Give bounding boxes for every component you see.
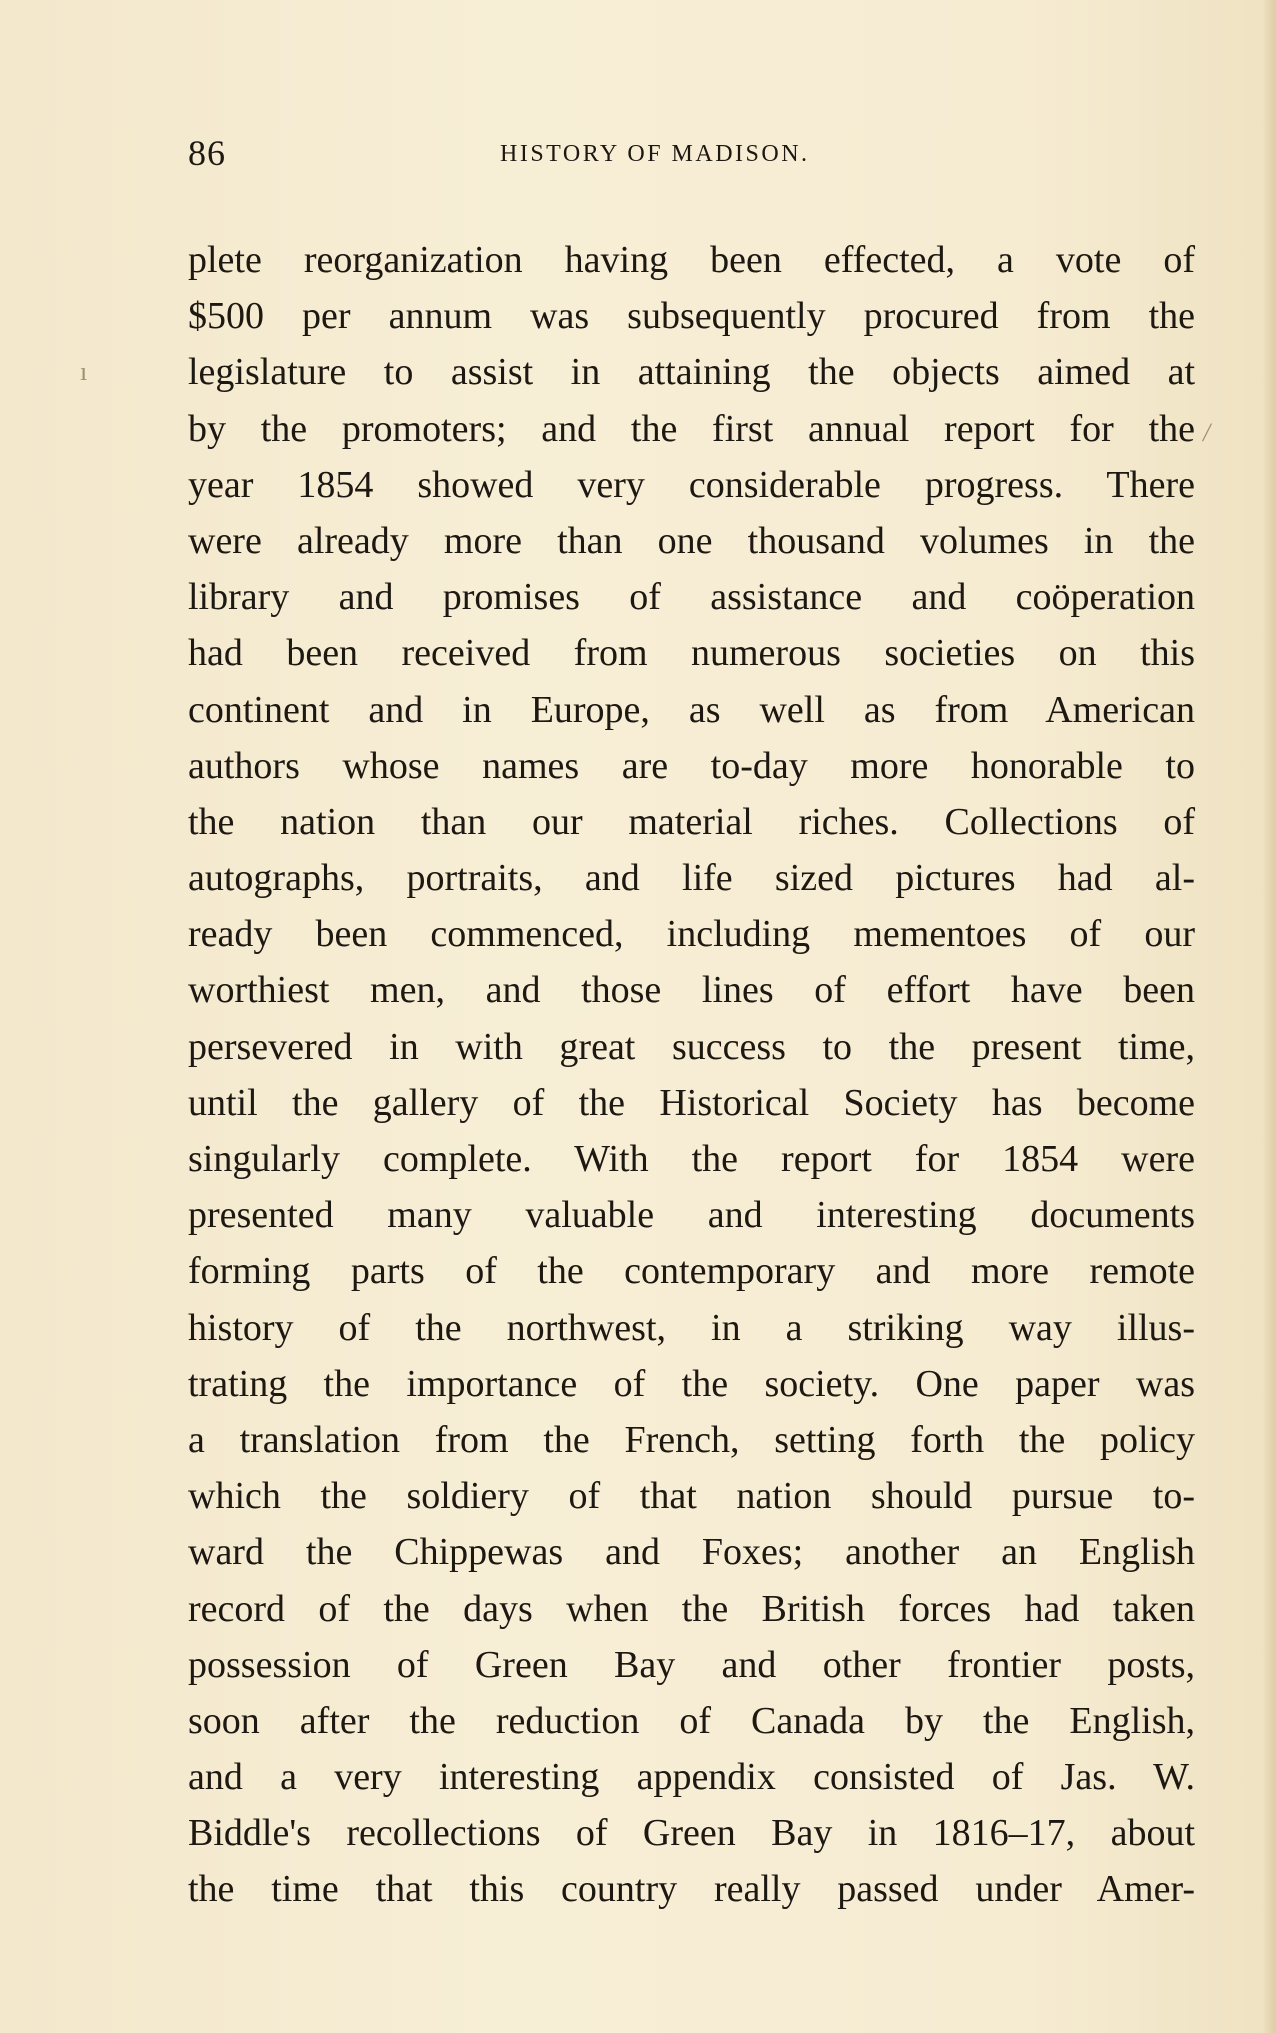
text-line: forming parts of the contemporary and more remote [188,1250,1195,1293]
text-line: Biddle's recollections of Green Bay in 1816–17, about [188,1812,1195,1855]
text-line: by the promoters; and the first annual report for the [188,407,1195,450]
text-line: plete reorganization having been effected, a vote of [188,239,1195,281]
text-line: history of the northwest, in a striking way illus- [188,1306,1195,1349]
text-line: until the gallery of the Historical Society has become [188,1081,1195,1124]
text-line: presented many valuable and interesting documents [188,1194,1195,1237]
text-line: were already more than one thousand volumes in the [188,519,1195,562]
text-line: a translation from the French, setting forth the policy [188,1418,1195,1461]
text-line: authors whose names are to-day more honorable to [188,744,1195,787]
page-number: 86 [188,133,226,173]
text-line: continent and in Europe, as well as from American [188,688,1195,731]
text-line: singularly complete. With the report for 1854 were [188,1138,1195,1180]
text-line: and a very interesting appendix consisted of Jas. W. [188,1756,1195,1799]
page-edge-shadow [1262,0,1276,2033]
text-line: possession of Green Bay and other frontier posts, [188,1643,1195,1686]
text-line: library and promises of assistance and coöperation [188,576,1195,619]
text-line: $500 per annum was subsequently procured from the [188,295,1195,338]
text-line: which the soldiery of that nation should pursue to- [188,1475,1195,1518]
text-line: worthiest men, and those lines of effort have been [188,969,1195,1012]
text-line: had been received from numerous societies on this [188,632,1195,675]
text-line: ward the Chippewas and Foxes; another an English [188,1531,1195,1574]
text-line: soon after the reduction of Canada by the English, [188,1699,1195,1742]
text-line: record of the days when the British forces had taken [188,1587,1195,1630]
running-title: HISTORY OF MADISON. [500,141,810,167]
margin-mark-right: / [1203,418,1211,447]
text-line: ready been commenced, including mementoes of our [188,913,1195,956]
text-line: autographs, portraits, and life sized pictures had al- [188,857,1195,900]
text-line: legislature to assist in attaining the objects aimed at [188,351,1195,394]
text-line: the time that this country really passed under Amer- [188,1868,1195,1911]
text-line: year 1854 showed very considerable progress. There [188,463,1195,506]
margin-mark-left: ı [80,357,88,386]
text-line: persevered in with great success to the present time, [188,1025,1195,1068]
text-line: the nation than our material riches. Collections of [188,800,1195,843]
body-text [188,232,1195,1918]
text-line: trating the importance of the society. One paper was [188,1362,1195,1405]
